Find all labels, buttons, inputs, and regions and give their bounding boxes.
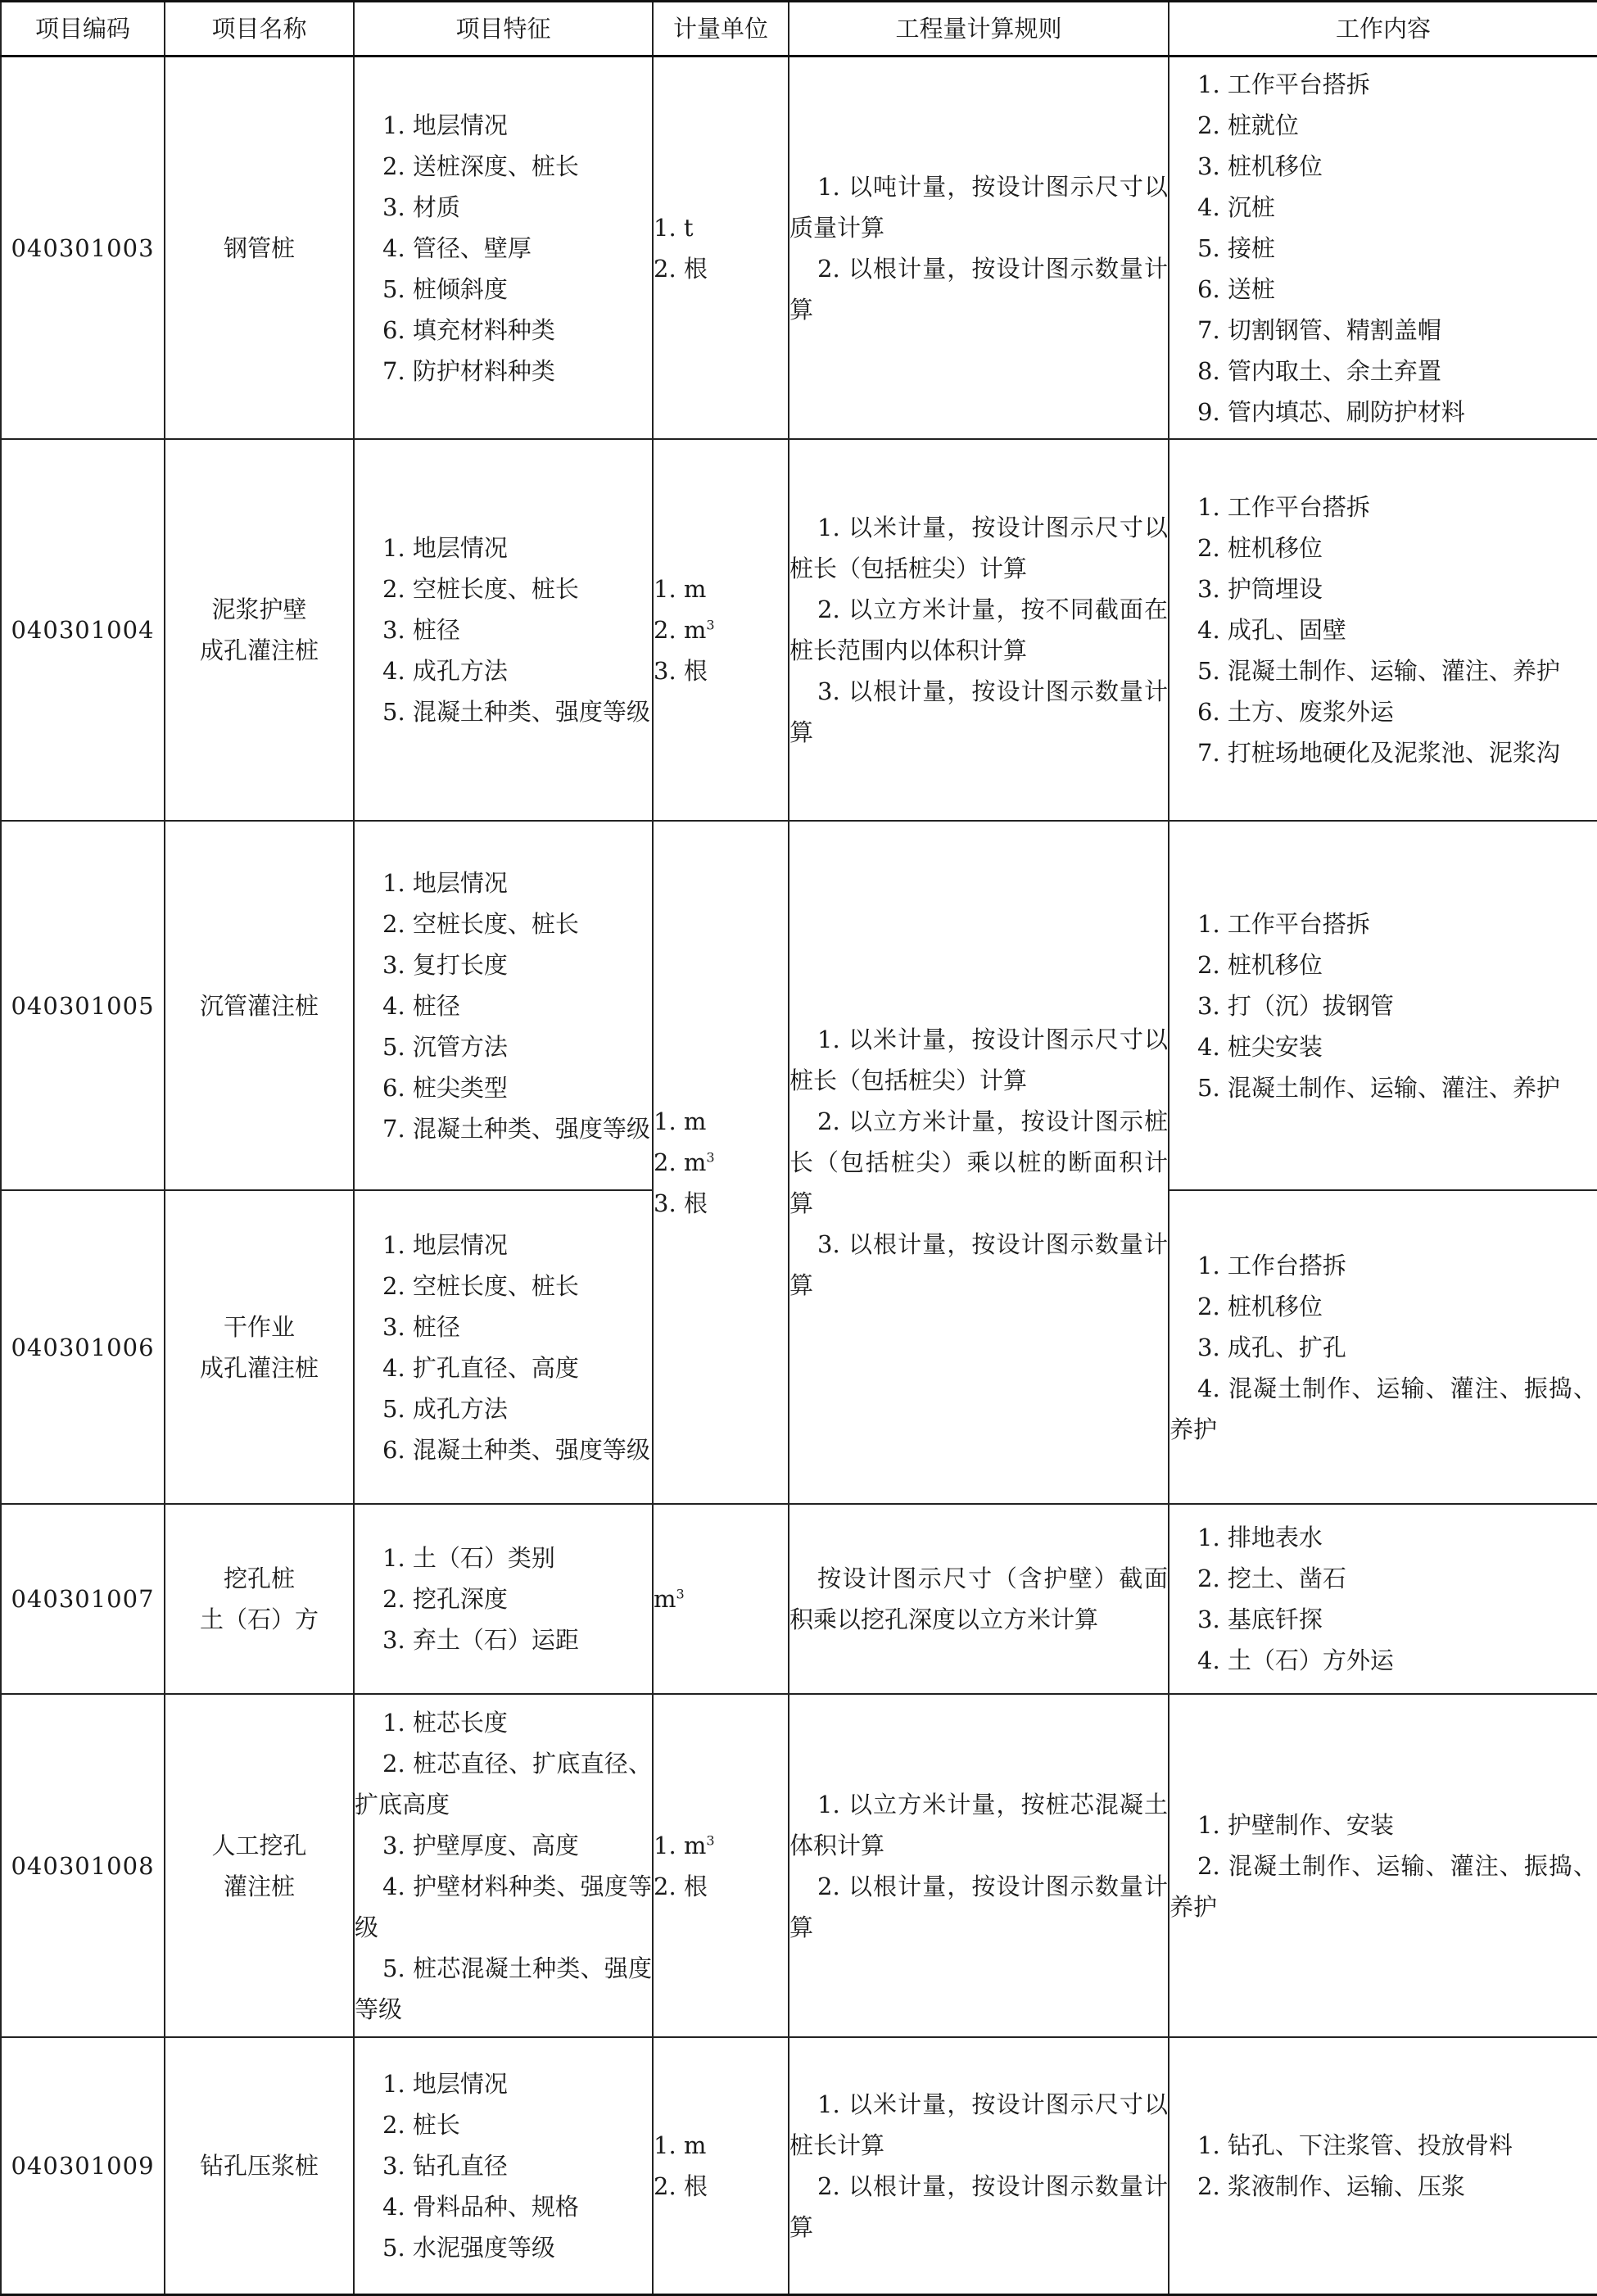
cell-text-line: 2. 以根计量，按设计图示数量计算 [789, 2172, 1168, 2241]
cell-text-line: 人工挖孔 [211, 1831, 307, 1859]
cell-text-line: 4. 骨料品种、规格 [382, 2193, 579, 2221]
cell-text-line: 2. 桩机移位 [1197, 950, 1323, 979]
cell-text-line: 7. 混凝土种类、强度等级 [382, 1114, 650, 1143]
cell-text-line: 4. 桩径 [382, 991, 460, 1020]
table-row [1, 1694, 1597, 2037]
cell-text-line: 1. 地层情况 [382, 2070, 508, 2098]
cell-text-line: 1. 地层情况 [382, 868, 508, 897]
cell-text-line: 2. 浆液制作、运输、压浆 [1197, 2172, 1465, 2200]
cell-text-line: 3. 材质 [382, 192, 460, 221]
cell-text-line: 3. 成孔、扩孔 [1197, 1333, 1346, 1361]
cell-text-line: 6. 填充材料种类 [382, 315, 555, 344]
cell-text-line: 3. 根 [654, 1189, 708, 1217]
cell-text-line: 3. 护壁厚度、高度 [382, 1831, 579, 1859]
cell-text-line: 2. 以立方米计量，按不同截面在桩长范围内以体积计算 [789, 596, 1168, 664]
cell-text-line: 1. 地层情况 [382, 111, 508, 139]
cell-text-line: 3. 以根计量，按设计图示数量计算 [789, 677, 1168, 746]
item-code: 040301005 [1, 821, 165, 1190]
cell-text-line: 4. 成孔方法 [382, 657, 508, 685]
cell-text-line: 1. 护壁制作、安装 [1197, 1810, 1394, 1839]
cell-text-line: $m^3$ [654, 1585, 685, 1613]
cell-text-line: 1. 工作台搭拆 [1197, 1251, 1346, 1279]
header-unit: 计量单位 [653, 2, 789, 57]
cell-text-line: 沉管灌注桩 [199, 991, 319, 1020]
cell-text-line: 4. 混凝土制作、运输、灌注、振捣、养护 [1169, 1374, 1597, 1443]
cell-text-line: 5. 接桩 [1197, 233, 1275, 262]
cell-text-line: 1. 钻孔、下注浆管、投放骨料 [1197, 2131, 1513, 2159]
item-code: 040301009 [1, 2037, 165, 2295]
item-work [1169, 1694, 1597, 2037]
cell-text-line: 1. 以米计量，按设计图示尺寸以桩长（包括桩尖）计算 [789, 1026, 1168, 1094]
cell-text-line: 3. 基底钎探 [1197, 1605, 1323, 1633]
item-features [354, 1504, 653, 1694]
cell-text-line: 1. m [654, 2131, 707, 2159]
cell-text-line: 4. 成孔、固壁 [1197, 616, 1346, 644]
cell-text-line: 2. 混凝土制作、运输、灌注、振捣、养护 [1169, 1851, 1597, 1921]
header-code: 项目编码 [1, 2, 165, 57]
cell-text-line: 1. 工作平台搭拆 [1197, 70, 1370, 98]
cell-text-line: 6. 桩尖类型 [382, 1073, 508, 1102]
cell-text-line: 1. m [654, 1107, 707, 1135]
item-work [1169, 1190, 1597, 1504]
cell-text-line: 3. 打（沉）拔钢管 [1197, 991, 1394, 1020]
cell-text-line: 3. 钻孔直径 [382, 2152, 508, 2180]
cell-text-line: 2. 根 [654, 2172, 708, 2200]
cell-text-line: 8. 管内取土、余土弃置 [1197, 356, 1441, 385]
item-features [354, 1190, 653, 1504]
item-features [354, 439, 653, 821]
item-code: 040301004 [1, 439, 165, 821]
cell-text-line: 5. 成孔方法 [382, 1394, 508, 1423]
table-row [1, 439, 1597, 821]
cell-text-line: 9. 管内填芯、刷防护材料 [1197, 397, 1465, 426]
cell-text-line: 2. 送桩深度、桩长 [382, 152, 579, 180]
item-unit [653, 57, 789, 440]
item-work [1169, 2037, 1597, 2295]
unit-superscript: 3 [676, 1586, 685, 1602]
cell-text-line: 2. 以根计量，按设计图示数量计算 [789, 254, 1168, 324]
unit-superscript: 3 [706, 617, 715, 633]
unit-superscript: 3 [706, 1832, 715, 1848]
item-rules [789, 439, 1169, 821]
item-name [165, 1190, 354, 1504]
item-rules [789, 57, 1169, 440]
cell-text-line: 3. 复打长度 [382, 950, 508, 979]
item-name [165, 821, 354, 1190]
cell-text-line: 2. 桩芯直径、扩底直径、扩底高度 [355, 1749, 652, 1818]
cell-text-line: 2. 空桩长度、桩长 [382, 909, 579, 938]
cell-text-line: 1. 排地表水 [1197, 1524, 1323, 1551]
cell-text-line: 4. 土（石）方外运 [1197, 1646, 1394, 1674]
cell-text-line: 1. 土（石）类别 [382, 1544, 555, 1572]
item-name [165, 1694, 354, 2037]
header-name: 项目名称 [165, 2, 354, 57]
item-rules [789, 1694, 1169, 2037]
cell-text-line: 4. 扩孔直径、高度 [382, 1353, 579, 1382]
item-unit [653, 2037, 789, 2295]
cell-text-line: 1. t [654, 213, 694, 242]
cell-text-line: 1. 工作平台搭拆 [1197, 493, 1370, 521]
cell-text-line: 土（石）方 [199, 1605, 319, 1633]
item-rules [789, 1504, 1169, 1694]
cell-text-line: 1. 桩芯长度 [382, 1708, 508, 1737]
cell-text-line: 3. 桩机移位 [1197, 152, 1323, 180]
cell-text-line: 6. 土方、废浆外运 [1197, 698, 1394, 726]
table-row [1, 2037, 1597, 2295]
cell-text-line: 2. 桩机移位 [1197, 534, 1323, 562]
item-features [354, 1694, 653, 2037]
cell-text-line: 1. 工作平台搭拆 [1197, 909, 1370, 938]
cell-text-line: 3. 桩径 [382, 1312, 460, 1341]
cell-text-line: 2. 桩长 [382, 2111, 460, 2139]
cell-text-line: 2. $m^3$ [654, 616, 715, 644]
item-code: 040301006 [1, 1190, 165, 1504]
cell-text-line: 4. 沉桩 [1197, 192, 1275, 221]
cell-text-line: 5. 沉管方法 [382, 1032, 508, 1061]
cell-text-line: 钢管桩 [223, 233, 295, 262]
cell-text-line: 5. 桩芯混凝土种类、强度等级 [355, 1954, 652, 2023]
cell-text-line: 3. 以根计量，按设计图示数量计算 [789, 1230, 1168, 1299]
cell-text-line: 6. 送桩 [1197, 274, 1275, 303]
cell-text-line: 4. 桩尖安装 [1197, 1032, 1323, 1061]
cell-text-line: 6. 混凝土种类、强度等级 [382, 1435, 650, 1464]
cell-text-line: 2. $m^3$ [654, 1148, 715, 1176]
item-code: 040301003 [1, 57, 165, 440]
cell-text-line: 5. 混凝土制作、运输、灌注、养护 [1197, 657, 1560, 685]
cell-text-line: 泥浆护壁 [211, 596, 307, 623]
cell-text-line: 4. 护壁材料种类、强度等级 [355, 1872, 652, 1941]
unit-superscript: 3 [706, 1149, 715, 1166]
cell-text-line: 钻孔压浆桩 [199, 2152, 319, 2180]
cell-text-line: 5. 混凝土制作、运输、灌注、养护 [1197, 1073, 1560, 1102]
cell-text-line: 5. 水泥强度等级 [382, 2234, 555, 2262]
cell-text-line: 1. 以米计量，按设计图示尺寸以桩长（包括桩尖）计算 [789, 514, 1168, 582]
cell-text-line: 2. 根 [654, 1872, 708, 1900]
item-work [1169, 1504, 1597, 1694]
item-code: 040301008 [1, 1694, 165, 2037]
cell-text-line: 成孔灌注桩 [199, 1353, 319, 1382]
cell-text-line: 1. 地层情况 [382, 1230, 508, 1259]
cell-text-line: 1. m [654, 575, 707, 603]
item-unit [653, 1504, 789, 1694]
item-name [165, 57, 354, 440]
item-unit [653, 821, 789, 1504]
cell-text-line: 2. 空桩长度、桩长 [382, 575, 579, 603]
item-name [165, 1504, 354, 1694]
item-unit [653, 439, 789, 821]
cell-text-line: 1. 以吨计量，按设计图示尺寸以质量计算 [789, 172, 1168, 242]
cell-text-line: 3. 桩径 [382, 616, 460, 644]
cell-text-line: 2. 挖土、凿石 [1197, 1565, 1346, 1592]
header-row [1, 2, 1597, 57]
item-name [165, 439, 354, 821]
cell-text-line: 1. 以米计量，按设计图示尺寸以桩长计算 [789, 2090, 1168, 2159]
cell-text-line: 按设计图示尺寸（含护壁）截面积乘以挖孔深度以立方米计算 [789, 1565, 1168, 1633]
cell-text-line: 挖孔桩 [223, 1565, 295, 1592]
cell-text-line: 7. 打桩场地硬化及泥浆池、泥浆沟 [1197, 739, 1560, 767]
table-row [1, 1504, 1597, 1694]
cell-text-line: 3. 护筒埋设 [1197, 575, 1323, 603]
cell-text-line: 7. 防护材料种类 [382, 356, 555, 385]
item-rules [789, 821, 1169, 1504]
item-features [354, 57, 653, 440]
item-work [1169, 439, 1597, 821]
table-row [1, 57, 1597, 440]
cell-text-line: 2. 桩机移位 [1197, 1292, 1323, 1320]
header-features: 项目特征 [354, 2, 653, 57]
item-features [354, 821, 653, 1190]
cell-text-line: 2. 根 [654, 254, 708, 283]
cell-text-line: 干作业 [223, 1312, 295, 1341]
item-rules [789, 2037, 1169, 2295]
cell-text-line: 1. 地层情况 [382, 534, 508, 562]
cell-text-line: 5. 桩倾斜度 [382, 274, 508, 303]
cell-text-line: 4. 管径、壁厚 [382, 233, 532, 262]
item-unit [653, 1694, 789, 2037]
cell-text-line: 5. 混凝土种类、强度等级 [382, 698, 650, 726]
cell-text-line: 2. 以根计量，按设计图示数量计算 [789, 1872, 1168, 1941]
cell-text-line: 成孔灌注桩 [199, 636, 319, 664]
item-code: 040301007 [1, 1504, 165, 1694]
table-row [1, 821, 1597, 1190]
cell-text-line: 灌注桩 [223, 1872, 295, 1900]
header-work: 工作内容 [1169, 2, 1597, 57]
cell-text-line: 3. 根 [654, 657, 708, 685]
cell-text-line: 3. 弃土（石）运距 [382, 1626, 579, 1654]
item-work [1169, 57, 1597, 440]
cell-text-line: 1. 以立方米计量，按桩芯混凝土体积计算 [789, 1790, 1168, 1859]
header-rules: 工程量计算规则 [789, 2, 1169, 57]
item-work [1169, 821, 1597, 1190]
cell-text-line: 1. $m^3$ [654, 1831, 715, 1859]
cell-text-line: 2. 空桩长度、桩长 [382, 1271, 579, 1300]
item-name [165, 2037, 354, 2295]
item-features [354, 2037, 653, 2295]
cell-text-line: 7. 切割钢管、精割盖帽 [1197, 315, 1441, 344]
cell-text-line: 2. 桩就位 [1197, 111, 1299, 139]
cell-text-line: 2. 挖孔深度 [382, 1585, 508, 1613]
cell-text-line: 2. 以立方米计量，按设计图示桩长（包括桩尖）乘以桩的断面积计算 [789, 1107, 1168, 1217]
